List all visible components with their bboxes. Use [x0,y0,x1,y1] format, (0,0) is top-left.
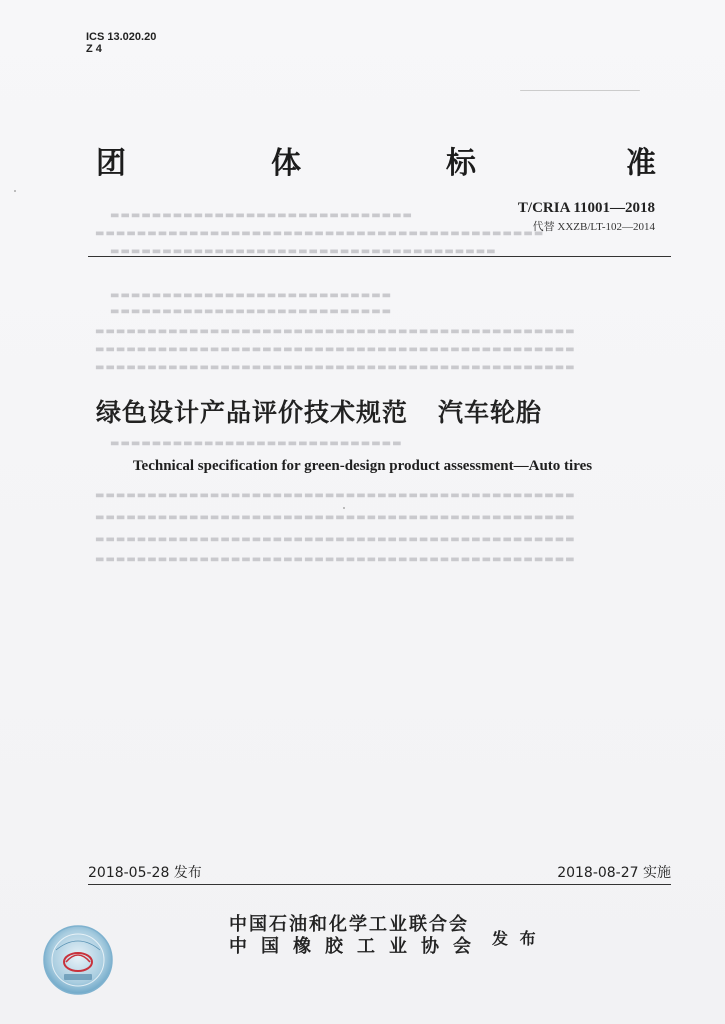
standard-number-block [518,200,655,234]
standard-number: T/CRIA 11001—2018 [517,200,655,216]
doc-type-char-3: 标 [446,146,476,181]
chinese-title [96,393,542,429]
publisher-org-2: 中国橡胶工业协会 [229,936,485,957]
publisher-list [229,914,485,958]
doc-type-char-2: 体 [271,146,301,181]
document-page: ICS 13.020.20 Z 4 ▬▬▬▬▬▬▬▬▬▬▬▬▬▬▬▬▬▬▬▬▬▬▬▬▬▬▬▬▬ ▬▬▬▬▬▬▬▬▬▬▬▬▬▬▬▬▬▬▬▬▬▬▬▬▬▬▬▬▬▬▬▬▬▬▬▬▬▬▬▬▬▬▬ ▬▬▬▬▬▬▬▬▬▬▬▬▬▬▬▬▬▬▬▬▬▬▬▬▬▬▬▬▬▬▬▬▬▬▬▬▬ ▬▬▬▬▬▬▬▬▬▬▬▬▬▬▬▬▬▬▬▬▬▬▬▬▬▬▬ ▬▬▬▬▬▬▬▬▬▬▬▬▬▬▬▬▬▬▬▬▬▬▬▬▬▬▬ ▬▬▬▬▬▬▬▬▬▬▬▬▬▬▬▬▬▬▬▬▬▬▬▬▬▬▬▬▬▬▬▬▬▬▬▬▬▬▬▬▬▬▬▬▬▬ ▬▬▬▬▬▬▬▬▬▬▬▬▬▬▬▬▬▬▬▬▬▬▬▬▬▬▬▬▬▬▬▬▬▬▬▬▬▬▬▬▬▬▬▬▬▬ ▬▬▬▬▬▬▬▬▬▬▬▬▬▬▬▬▬▬▬▬▬▬▬▬▬▬▬▬▬▬▬▬▬▬▬▬▬▬▬▬▬▬▬▬▬▬ ▬▬▬▬▬▬▬▬▬▬▬▬▬▬▬▬▬▬▬▬▬▬▬▬▬▬▬▬ ▬▬▬▬▬▬▬▬▬▬▬▬▬▬▬▬▬▬▬▬▬▬▬▬▬▬▬▬▬▬▬▬▬▬▬▬▬▬▬▬▬▬▬▬▬▬ ▬▬▬▬▬▬▬▬▬▬▬▬▬▬▬▬▬▬▬▬▬▬▬▬▬▬▬▬▬▬▬▬▬▬▬▬▬▬▬▬▬▬▬▬▬▬ ▬▬▬▬▬▬▬▬▬▬▬▬▬▬▬▬▬▬▬▬▬▬▬▬▬▬▬▬▬▬▬▬▬▬▬▬▬▬▬▬▬▬▬▬▬▬ ▬▬▬▬▬▬▬▬▬▬▬▬▬▬▬▬▬▬▬▬▬▬▬▬▬▬▬▬▬▬▬▬▬▬▬▬▬▬▬▬▬▬▬▬▬▬ 团 体 标 准 T/CRIA 11001—2018 代替 XXZB/LT-102—2014 绿色设计产品评价技术规范 汽车轮胎 Technical specification for green-design product assessment—Auto tires 2018-05-28 发布 2018-08-27 实施 中国石油和化学工业联合会 中国橡胶工业协会 发 布 [0,0,725,1024]
doc-type-char-4: 准 [626,146,656,181]
publisher-org-1: 中国石油和化学工业联合会 [229,914,469,935]
chinese-title-sub: 汽车轮胎 [438,398,543,427]
chinese-title-main: 绿色设计产品评价技术规范 [96,398,409,427]
ics-code: ICS 13.020.20 [86,31,157,43]
doc-type-char-1: 团 [96,146,126,181]
implement-date: 2018-08-27 实施 [557,865,671,881]
ccs-code: Z 4 [86,43,102,55]
issue-label: 发 布 [492,929,539,948]
header-divider [88,256,671,257]
classification-codes [86,31,156,55]
replaces-standard: 代替 XXZB/LT-102—2014 [532,221,655,233]
footer-divider [88,884,671,885]
publish-date: 2018-05-28 发布 [88,865,202,881]
anti-counterfeit-seal-icon [42,924,114,996]
document-type-heading [96,138,666,182]
english-title: Technical specification for green-design product assessment—Auto tires [132,458,593,474]
